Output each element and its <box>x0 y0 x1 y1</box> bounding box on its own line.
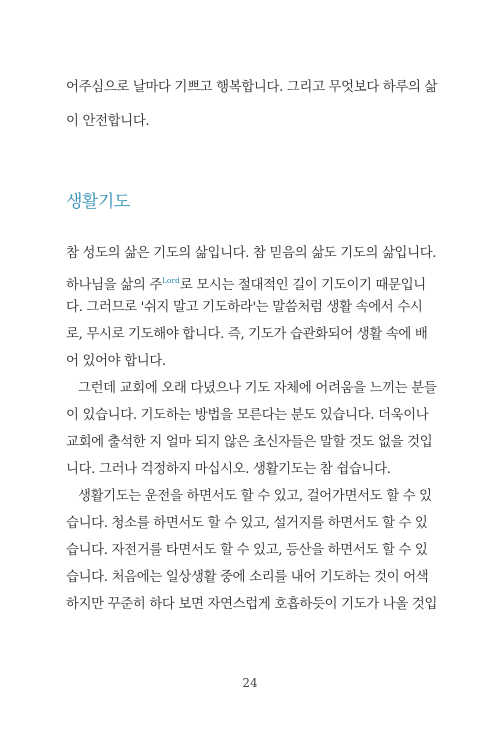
paragraph-1-line-2 <box>66 271 438 296</box>
paragraph-3-line-2: 습니다. 청소를 하면서도 할 수 있고, 설거지를 하면서도 할 수 있 <box>66 516 428 531</box>
section-heading: 생활기도 <box>66 192 130 212</box>
paragraph-1-line-3: 다. 그러므로 '쉬지 말고 기도하라'는 말씀처럼 생활 속에서 수시 <box>66 300 423 315</box>
page-number: 24 <box>242 676 258 690</box>
paragraph-2-line-1: 그런데 교회에 오래 다녔으나 기도 자체에 어려움을 느끼는 분들 <box>78 381 437 396</box>
paragraph-3-line-4: 습니다. 처음에는 일상생활 중에 소리를 내어 기도하는 것이 어색 <box>66 570 429 585</box>
intro-line-2: 이 안전합니다. <box>66 114 150 129</box>
intro-line-1: 어주심으로 날마다 기쁘고 행복합니다. 그리고 무엇보다 하루의 삶 <box>66 80 438 95</box>
paragraph-2-line-4: 니다. 그러나 걱정하지 마십시오. 생활기도는 참 쉽습니다. <box>66 462 391 477</box>
paragraph-3-line-3: 습니다. 자전거를 타면서도 할 수 있고, 등산을 하면서도 할 수 있 <box>66 543 428 558</box>
paragraph-1-line-2-start: 하나님을 삶의 주 <box>66 278 162 293</box>
paragraph-1-line-1: 참 성도의 삶은 기도의 삶입니다. 참 믿음의 삶도 기도의 삶입니다. <box>66 246 437 261</box>
paragraph-3-line-5: 하지만 꾸준히 하다 보면 자연스럽게 호흡하듯이 기도가 나올 것입 <box>66 597 438 612</box>
paragraph-1-line-2-end: 로 모시는 절대적인 길이 기도이기 때문입니 <box>179 278 426 293</box>
paragraph-2-line-3: 교회에 출석한 지 얼마 되지 않은 초신자들은 말할 것도 없을 것입 <box>66 435 433 450</box>
paragraph-1-line-5: 어 있어야 합니다. <box>66 354 166 369</box>
paragraph-1-line-4: 로, 무시로 기도해야 합니다. 즉, 기도가 습관화되어 생활 속에 배 <box>66 327 428 342</box>
lord-superscript: Lord <box>161 276 180 285</box>
paragraph-2-line-2: 이 있습니다. 기도하는 방법을 모른다는 분도 있습니다. 더욱이나 <box>66 408 429 423</box>
paragraph-3-line-1: 생활기도는 운전을 하면서도 할 수 있고, 걸어가면서도 할 수 있 <box>78 489 432 504</box>
